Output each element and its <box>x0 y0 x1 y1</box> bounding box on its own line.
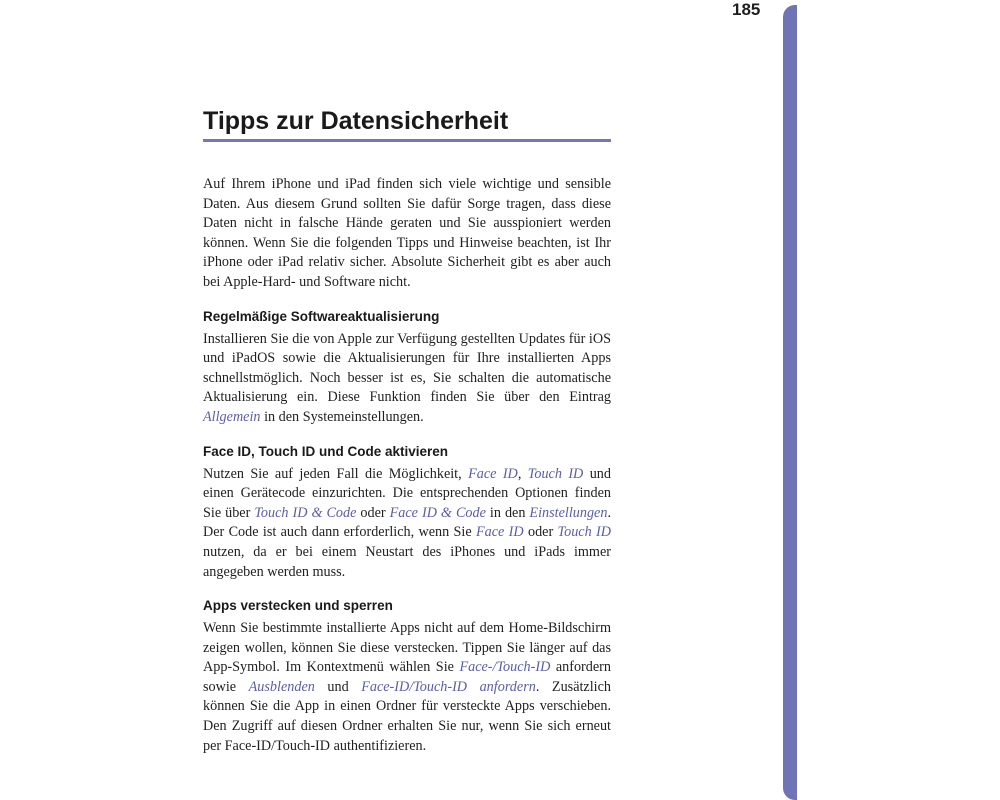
section-hide-lock-apps <box>203 597 611 756</box>
term-highlight: Ausblenden <box>248 678 315 695</box>
section-software-updates <box>203 308 611 428</box>
section-heading: Face ID, Touch ID und Code aktivieren <box>203 443 449 459</box>
term-highlight: Face ID & Code <box>389 504 486 521</box>
section-heading: Regelmäßige Softwareaktualisierung <box>203 308 440 324</box>
term-highlight: Allgemein <box>203 408 261 425</box>
term-highlight: Touch ID <box>527 465 584 482</box>
term-highlight: Touch ID <box>557 524 611 541</box>
page-number: 185 <box>732 0 761 19</box>
page-content <box>203 104 611 756</box>
term-highlight: Einstellungen <box>529 504 608 521</box>
section-heading: Apps verstecken und sperren <box>203 598 393 614</box>
chapter-side-tab <box>783 5 797 800</box>
term-highlight: Touch ID & Code <box>254 504 357 521</box>
term-highlight: Face ID <box>468 465 518 482</box>
term-highlight: Face-/Touch-ID <box>459 659 551 676</box>
term-highlight: Face-ID/Touch-ID anfordern <box>361 678 536 695</box>
term-highlight: Face ID <box>476 524 524 541</box>
intro-paragraph: Auf Ihrem iPhone und iPad finden sich viele wichtige und sensible Daten. Aus diesem Grund sollten Sie dafür Sorge tragen, dass diese Daten nicht in falsche Hände geraten und Sie ausspioniert werden können. Wenn Sie die folgenden Tipps und Hinweise beachten, ist Ihr iPhone oder iPad relativ sicher. Absolute Sicherheit gibt es aber auch bei Apple-Hard- und Software nicht. <box>203 176 611 290</box>
section-body: Nutzen Sie auf jeden Fall die Möglichkeit, Face ID, Touch ID und einen Gerätecode einzurichten. Die entsprechenden Optionen finden Sie über Touch ID & Code oder Face ID & Code in den Einstellungen. Der Code ist auch dann erforderlich, wenn Sie Face ID oder Touch ID nutzen, da er bei einem Neustart des iPhones und iPads immer angegeben werden muss. <box>203 465 611 580</box>
section-face-touch-id <box>203 443 611 583</box>
section-body: Installieren Sie die von Apple zur Verfügung gestellten Updates für iOS und iPadOS sowie die Aktualisierungen für Ihre installierten Apps schnellstmöglich. Noch besser ist es, Sie schalten die automatische Aktualisierung ein. Diese Funktion finden Sie über den Eintrag Allgemein in den Systemeinstellungen. <box>203 330 611 425</box>
page-title: Tipps zur Datensicherheit <box>203 104 611 142</box>
section-body: Wenn Sie bestimmte installierte Apps nicht auf dem Home-Bildschirm zeigen wollen, können Sie diese verstecken. Tippen Sie länger auf das App-Symbol. Im Kontextmenü wählen Sie Face-/Touch-ID anfordern sowie Ausblenden und Face-ID/Touch-ID anfordern. Zusätzlich können Sie die App in einen Ordner für versteckte Apps verschieben. Den Zugriff auf diesen Ordner erhalten Sie nur, wenn Sie sich erneut per Face-ID/Touch-ID authentifizieren. <box>203 620 612 754</box>
